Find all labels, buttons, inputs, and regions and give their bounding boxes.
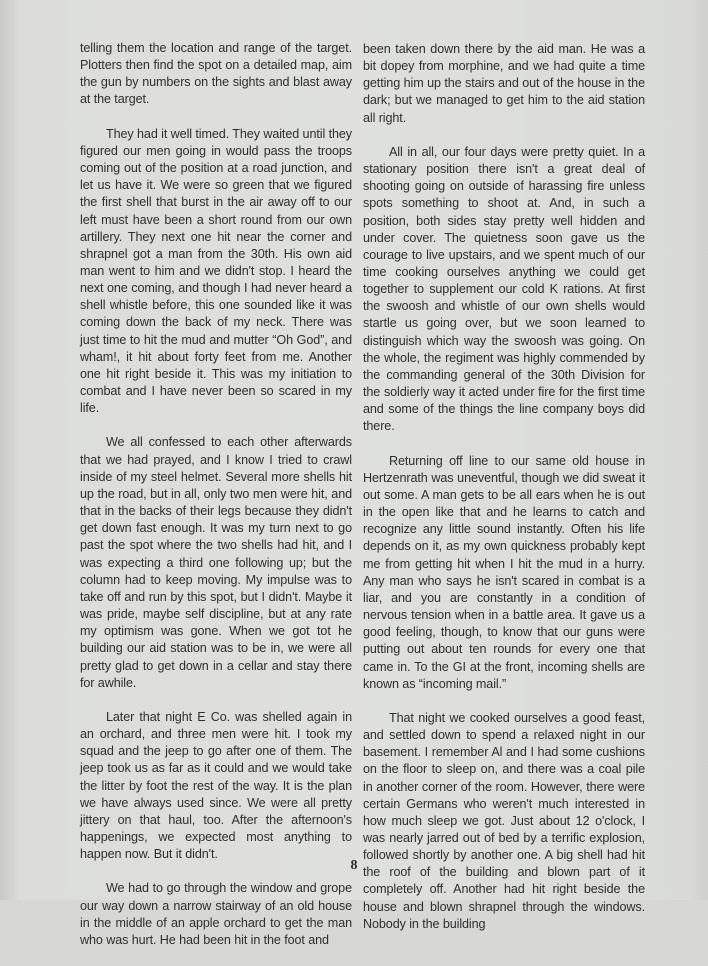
paragraph: been taken down there by the aid man. He was a bit dopey from morphine, and we had quite a time getting him up the stairs and out of the house in the dark; but we managed to get him to the aid station all right. — [363, 42, 645, 125]
paragraph: Returning off line to our same old house in Hertzenrath was uneventful, though we did sweat it out some. A man gets to be all ears when he is out in the open like that and he learns to catch and recognize any little sound instantly. Often his life depends on it, as my own quickness probably kept me from getting hit when I hit the mud in a hurry. Any man who says he isn't scared in combat is a liar, and you are constantly in a condition of nervous tension when in a battle area. It gave us a good feeling, though, to know that our guns were putting out about ten rounds for every one that came in. To the GI at the front, incoming shells are known as “incoming mail.” — [363, 453, 645, 691]
paragraph: They had it well timed. They waited until they figured our men going in would pass the troops coming out of the position at a road junction, and let us have it. We were so green that we figured the first shell that burst in the air away off to our left must have been a short round from our own artillery. They next one hit near the corner and shrapnel got a man from the 30th. His own aid man went to him and we didn't stop. I heard the next one coming, and though I had never heard a shell whistle before, this one sounded like it was coming down the back of my neck. There was just time to hit the mud and mutter “Oh God”, and wham!, it hit about forty feet from me. Another one hit right beside it. This was my initiation to combat and I have never been so scared in my life. — [80, 126, 352, 416]
left-column — [80, 40, 352, 966]
paragraph: Later that night E Co. was shelled again in an orchard, and three men were hit. I took my squad and the jeep to go after one of them. The jeep took us as far as it could and we would take the litter by foot the rest of the way. It is the plan we have always used since. We were all pretty jittery on that haul, too. After the afternoon's happenings, we expected most anything to happen now. But it didn't. — [80, 709, 352, 862]
paragraph: We had to go through the window and grope our way down a narrow stairway of an old house in the middle of an apple orchard to get the man who was hurt. He had been hit in the foot and — [80, 881, 352, 947]
page-number: 8 — [350, 858, 358, 873]
right-column — [363, 41, 645, 950]
paragraph: All in all, our four days were pretty quiet. In a stationary position there isn't a great deal of shooting going on outside of harassing fire unless spots something to shoot at. And, in such a position, both sides stay pretty well hidden and under cover. The quietness soon gave us the courage to live upstairs, and we spent much of our time cooking ourselves anything we could get together to supplement our cold K rations. At first the swoosh and whistle of our own shells would startle us going over, but we soon learned to distinguish which way the swoosh was going. On the whole, the regiment was highly commended by the commanding general of the 30th Division for the soldierly way it acted under fire for the first time and some of the things the line company boys did there. — [363, 144, 645, 434]
paragraph: We all confessed to each other afterwards that we had prayed, and I know I tried to crawl inside of my steel helmet. Several more shells hit up the road, but in all, only two men were hit, and that in the backs of their legs because they didn't get down fast enough. It was my turn next to go past the spot where the two shells had hit, and I was expecting a third one following up; but the column had to keep moving. My impulse was to take off and run by this spot, but I didn't. Maybe it was pride, maybe self discipline, but at any rate my optimism was gone. When we got tot he building our aid station was to be in, we were all pretty glad to get down in a cellar and stay there for awhile. — [80, 435, 352, 690]
paragraph: telling them the location and range of the target. Plotters then find the spot on a detailed map, aim the gun by numbers on the sights and blast away at the target. — [80, 41, 352, 107]
paragraph: That night we cooked ourselves a good feast, and settled down to spend a relaxed night in our basement. I remember Al and I had some cushions on the floor to sleep on, and there was a coal pile in another corner of the room. However, there were certain Germans who weren't much interested in how much sleep we got. Just about 12 o'clock, I was nearly jarred out of bed by a terrific explosion, followed shortly by another one. A big shell had hit the roof of the building and blown part of it completely off. Another had hit right beside the house and blown shrapnel through the windows. Nobody in the building — [363, 710, 645, 931]
